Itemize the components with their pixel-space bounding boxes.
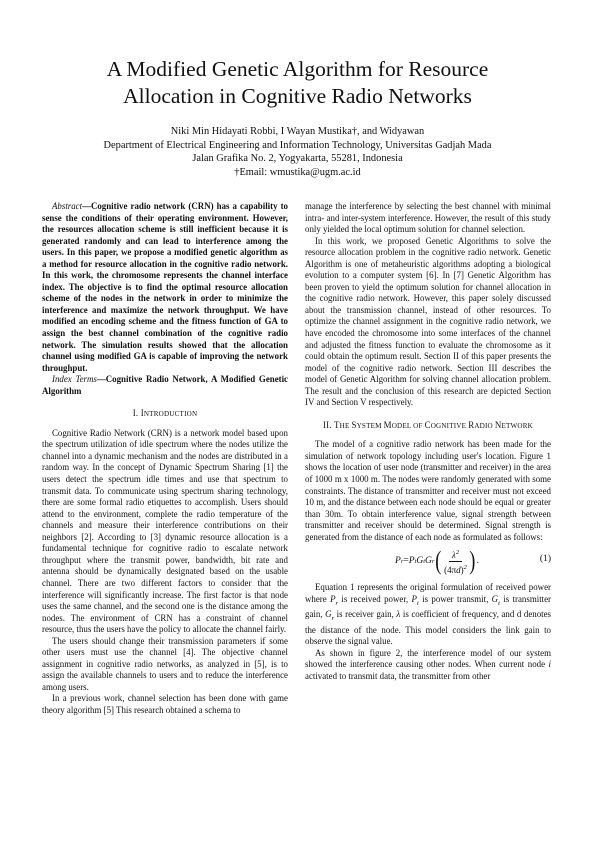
intro-paragraph-3: In a previous work, channel selection has been done with game theory algorithm [5] This research obtained a schema to (42, 693, 288, 715)
index-terms (42, 374, 288, 397)
section-heading-introduction: I. INTRODUCTION (132, 408, 198, 419)
intro-paragraph-1: Cognitive Radio Network (CRN) is a network model based upon the spectrum utilization of idle spectrum where the nodes utilize the channel into a dynamic mechanism and the nodes are distributed in a random way. In the concept of Dynamic Spectrum Sharing [1] the users detect the spectrum idle times and use that spectrum to transmit data. To communicate using spectrum sharing technology, there are some formal radio etiquettes to accomplish. Users should attend to the environment, complete the radio temperature of the channels and measure their interference contributions on their neighbors [2]. According to [3] dynamic resource allocation is a fundamental technique for cognitive radio to escalate network throughput where the transmit power, bandwidth, bit rate and antenna should be dynamically designated based on the usable channel. There are two different factors to consider that the interference will significantly increase. The first factor is that node uses the same channel, and the second one is the distance among the nodes. The environment of CRN has a constraint of channel resource, thus the users have the policy to allocate the channel fairly. (42, 427, 288, 635)
left-column (42, 201, 288, 717)
intro-paragraph-4: In this work, we proposed Genetic Algorithms to solve the resource allocation problem in the cognitive radio network. Genetic Algorithm is one of metaheuristic algorithms adopting a biological evolution to a computer system [6]. In [7] Genetic Algorithm has been proven to yield the optimum solution for channel allocation in the cognitive radio network. However, this paper solely discussed about the transmission channel, instead of other resources. To optimize the channel assignment in the cognitive radio network, we have encoded the chromosome into some interfaces of the channel and adjusted the fitness function to evaluate the chromosome as it could obtain the optimum result. Section II of this paper presents the model of the cognitive radio network. Section III describes the model of Genetic Algorithm for solving channel allocation problem. The result and the conclusion of this research are depicted Section IV and Section V respectively. (305, 235, 551, 408)
section-heading-system-model: II. THE SYSTEM MODEL OF COGNITIVE RADIO NETWORK (323, 419, 533, 430)
affiliation: Department of Electrical Engineering and Information Technology, Universitas Gadjah Mada (103, 139, 492, 151)
title-line-1: A Modified Genetic Algorithm for Resource (106, 57, 489, 81)
equation-1 (305, 546, 551, 576)
abstract-label: Abstract (52, 201, 83, 211)
address: Jalan Grafika No. 2, Yogyakarta, 55281, Indonesia (192, 153, 403, 165)
email: †Email: wmustika@ugm.ac.id (234, 166, 361, 178)
paper-title (40, 56, 555, 110)
intro-paragraph-3-continued: manage the interference by selecting the best channel with minimal intra- and inter-system interference. However, the result of this study only yielded the local optimum solution for channel selection. (305, 201, 551, 235)
index-terms-label: Index Terms (52, 374, 97, 385)
abstract (42, 201, 288, 374)
author-block (30, 125, 565, 179)
intro-paragraph-2: The users should change their transmission parameters if some other users must use the channel [4]. The objective channel assignment in cognitive radio networks, as analyzed in [5], is to assign the available channels to users and to reduce the interference among users. (42, 635, 288, 692)
system-model-paragraph: The model of a cognitive radio network has been made for the simulation of network topology including user's location. Figure 1 shows the location of user node (transmitter and receiver) in the area of 1000 m x 1000 m. The nodes were randomly generated with some constraints. The distance of transmitter and receiver must not exceed 10 m, and the distance between each node should be equal or greater than 30m. To obtain interference value, signal strength between transmitter and receiver should be determined. Signal strength is generated from the distance of each node as formulated as follows: (305, 439, 551, 542)
equation-1-body: P r = P t G t G r ( $\frac{\lambda^2}{(4\pi d)^2}$ ) . (395, 546, 479, 576)
right-column (305, 201, 551, 682)
title-line-2: Allocation in Cognitive Radio Networks (123, 84, 472, 108)
equation-1-number: (1) (539, 554, 551, 565)
equation-1-fraction: $\frac{\lambda^2}{(4\pi d)^2}$ (444, 548, 467, 575)
interference-paragraph: As shown in figure 2, the interference model of our system showed the interference causing other nodes. When current node i activated to transmit data, the transmitter from other (305, 647, 551, 681)
abstract-text: —Cognitive radio network (CRN) has a capability to sense the conditions of their operating environment. However, the resources allocation scheme is still inefficient because it is generated randomly and can lead to interference among the users. In this paper, we propose a modified genetic algorithm as a method for resource allocation in the cognitive radio network. In this work, the chromosome represents the channel interface index. The objective is to find the optimal resource allocation scheme of the nodes in the network in order to minimize the interference and maximize the network throughput. We have modified an encoding scheme and the fitness function of GA to assign the best channel combination of the cognitive radio network. The simulation results showed that the allocation channel using modified GA is capable of improving the network throughput. (42, 201, 288, 373)
index-terms-text: —Cognitive Radio Network, A Modified Genetic Algorithm (42, 374, 288, 396)
author-names: Niki Min Hidayati Robbi, I Wayan Mustika†, and Widyawan (170, 126, 425, 137)
equation-explanation-paragraph: Equation 1 represents the original formulation of received power where $P_r$ is received power, $P_t$ is power transmit, $G_t$ is transmitter gain, $G_r$ is receiver gain, λ is coefficient of frequency, and d denotes the distance of the node. This model considers the link gain to observe the signal value. (305, 582, 552, 647)
